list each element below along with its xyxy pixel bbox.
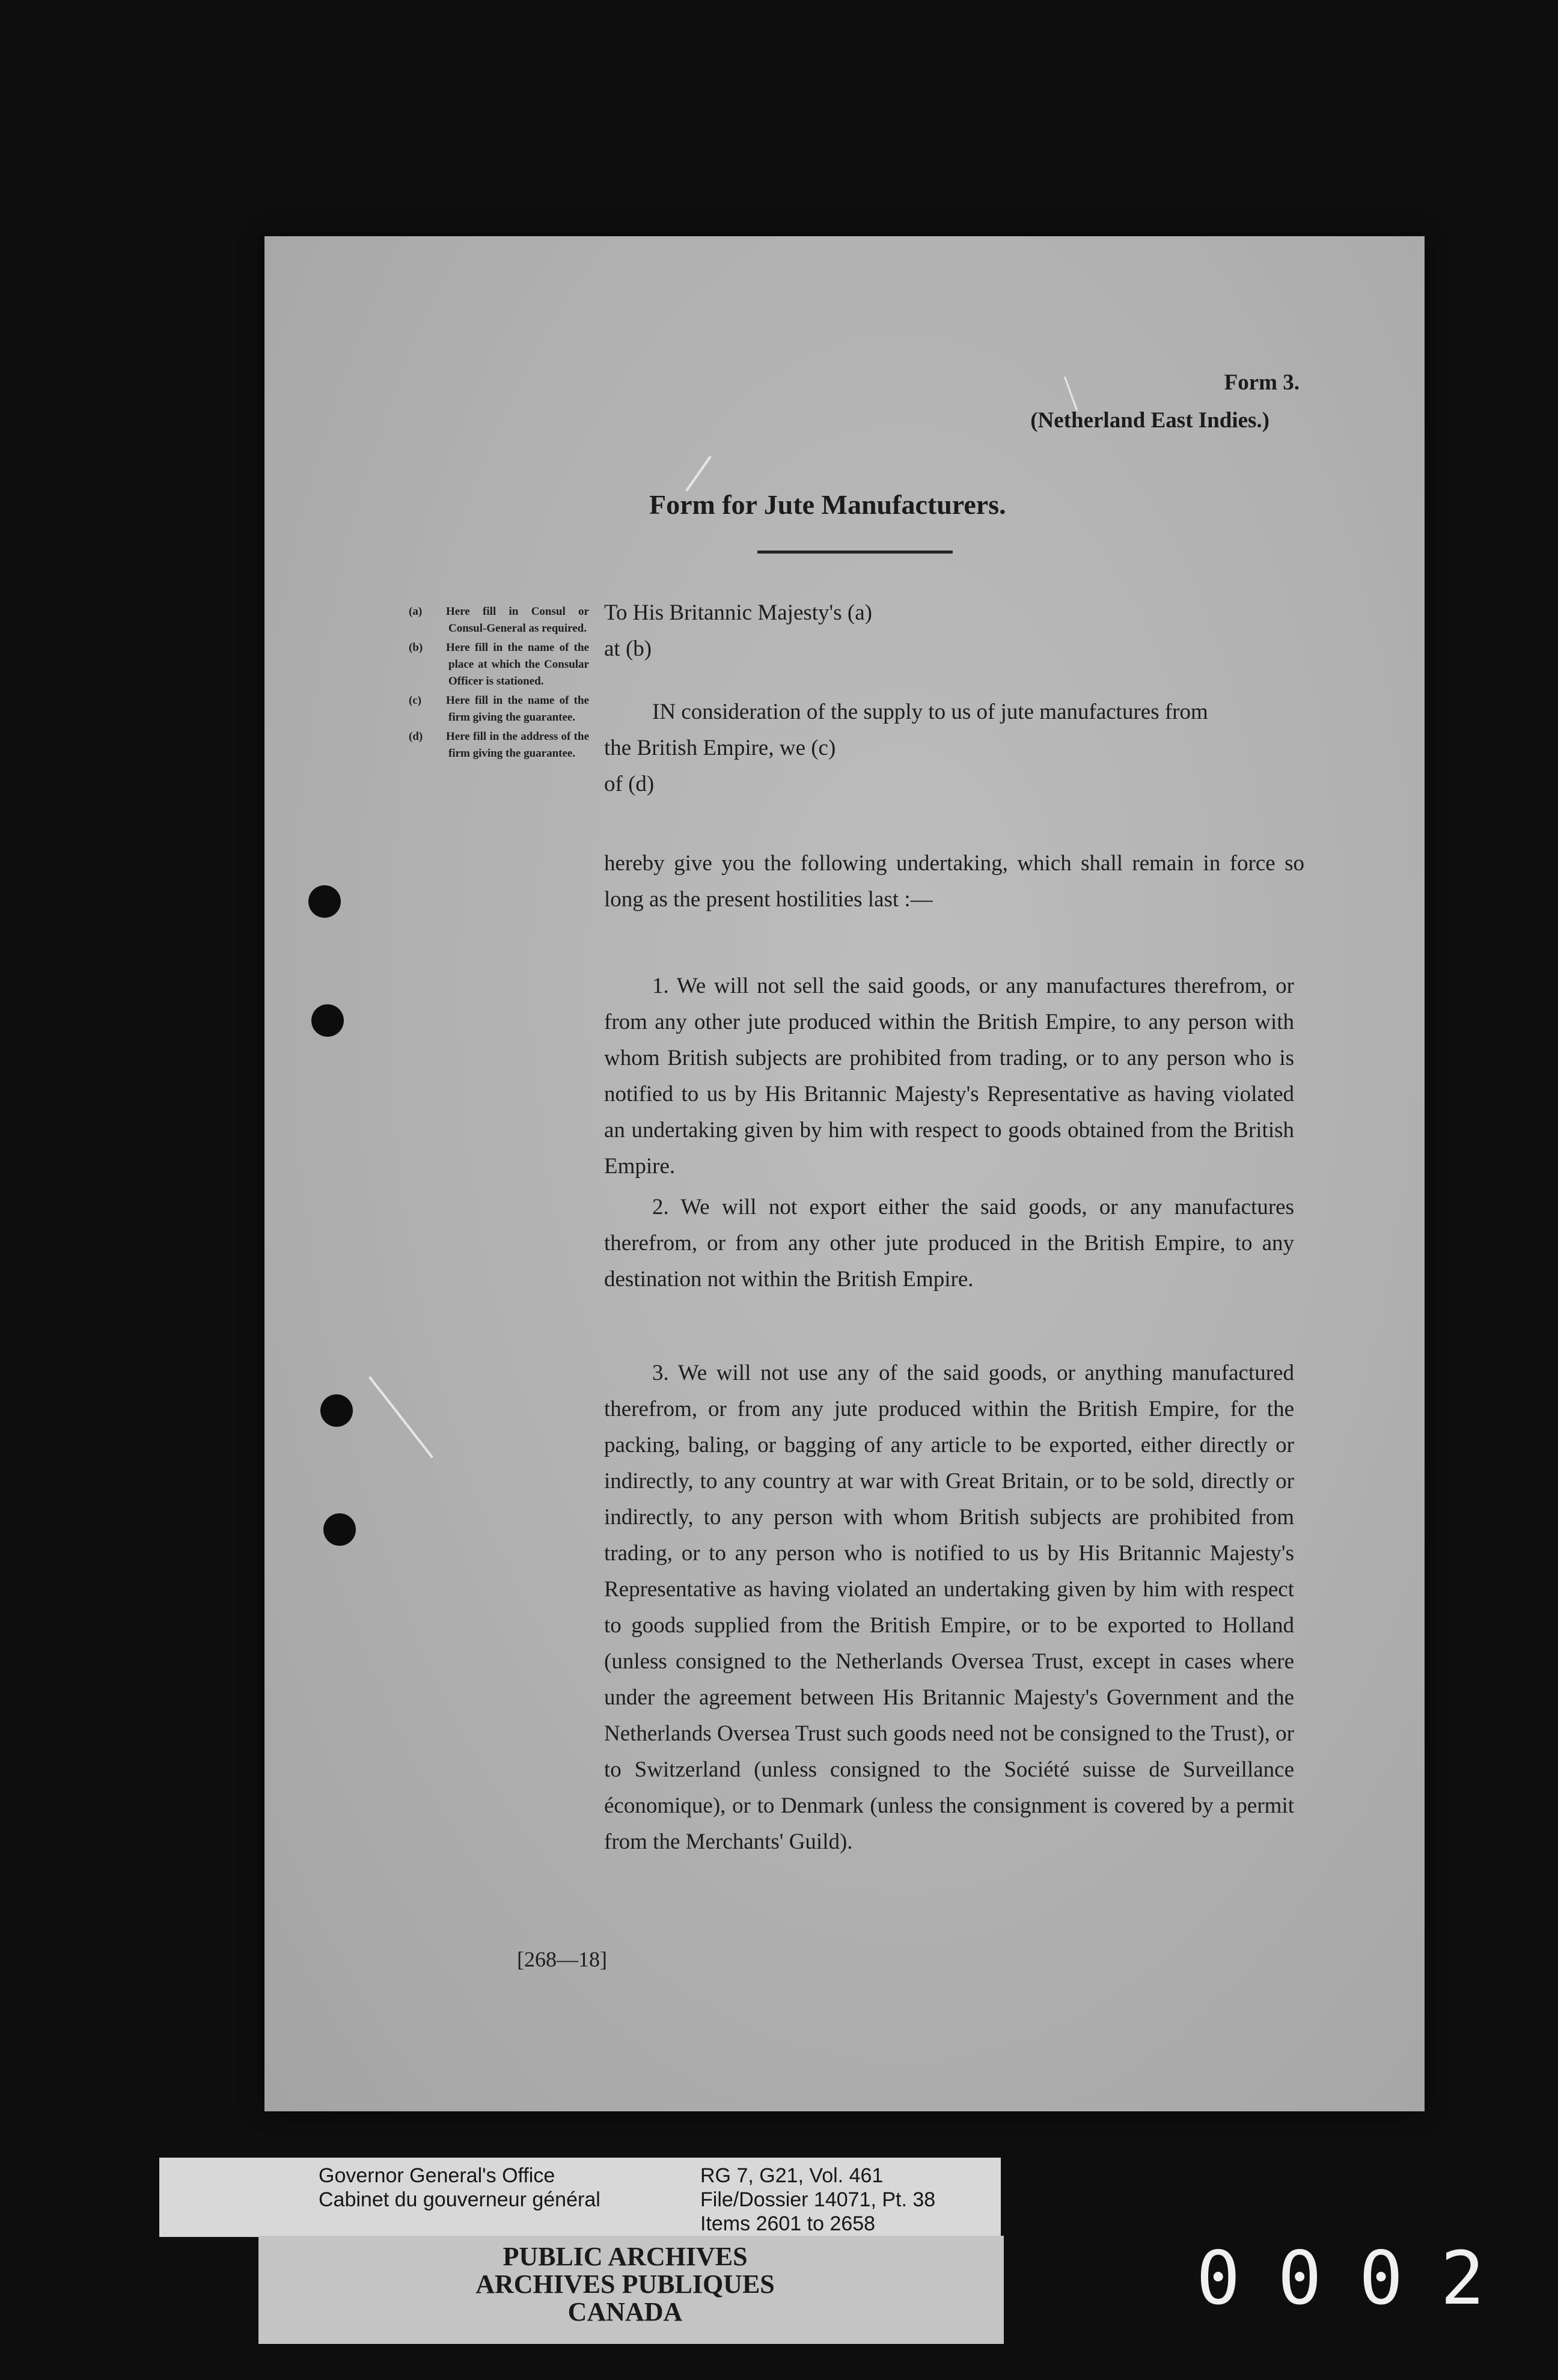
stamp-line: ARCHIVES PUBLIQUES <box>475 2269 775 2299</box>
firm-line: the British Empire, we (c) <box>604 736 836 760</box>
intro-line: IN consideration of the supply to us of jute manufactures from <box>652 700 1208 724</box>
form-number: Form 3. <box>1224 370 1300 395</box>
intro-block <box>604 694 1304 802</box>
undertaking-paragraph: hereby give you the following undertaking, which shall remain in force so long as the present hostilities last :— <box>604 851 1304 912</box>
punch-hole <box>311 1004 344 1037</box>
film-scratch <box>1064 376 1078 410</box>
office-english: Governor General's Office <box>319 2164 555 2187</box>
frame-number: 0002 <box>1196 2236 1522 2321</box>
clause-2: 2. We will not export either the said goods, or any manufactures therefrom, or from any other jute produced in the British Empire, to any destination not within the British Empire. <box>604 1195 1294 1292</box>
margin-note-b <box>409 639 589 690</box>
form-region: (Netherland East Indies.) <box>1030 408 1269 433</box>
film-scratch <box>368 1376 433 1458</box>
stamp-line: PUBLIC ARCHIVES <box>503 2242 748 2271</box>
film-scratch <box>685 456 711 492</box>
margin-note-d <box>409 728 589 762</box>
file-number: File/Dossier 14071, Pt. 38 <box>700 2188 936 2211</box>
stamp-line: CANADA <box>567 2297 683 2327</box>
note-key: (b) <box>409 641 423 654</box>
note-key: (c) <box>409 694 422 707</box>
addressee-block <box>604 595 872 667</box>
document-title: Form for Jute Manufacturers. <box>649 489 1006 520</box>
note-key: (a) <box>409 605 423 618</box>
note-text: Here fill in the address of the firm giving the guarantee. <box>446 730 589 760</box>
archive-reference <box>700 2164 935 2236</box>
archive-office <box>319 2164 600 2212</box>
margin-note-a <box>409 603 589 637</box>
clause-1: 1. We will not sell the said goods, or any manufactures therefrom, or from any other jute produced within the British Empire, to any person with whom British subjects are prohibited from trading, or to any person who is notified to us by His Britannic Majesty's Representative as having violated an undertaking given by him with respect to goods obtained from the British Empire. <box>604 974 1294 1179</box>
firm-address-line: of (d) <box>604 772 655 796</box>
note-key: (d) <box>409 730 423 743</box>
punch-hole <box>320 1394 353 1427</box>
clause-3: 3. We will not use any of the said goods, or anything manufactured therefrom, or from any jute produced within the British Empire, for the packing, baling, or bagging of any article to be exported, either directly or indirectly, to any country at war with Great Britain, or to be sold, directly or indirectly, to any person with whom British subjects are prohibited from trading, or to any person who is notified to us by His Britannic Majesty's Representative as having violated an undertaking given by him with respect to goods supplied from the British Empire, or to be exported to Holland (unless consigned to the Netherlands Oversea Trust, except in cases where under the agreement between His Britannic Majesty's Government and the Netherlands Oversea Trust such goods need not be consigned to the Trust), or to Switzerland (unless consigned to the Société suisse de Surveillance économique), or to Denmark (unless the consignment is covered by a permit from the Merchants' Guild). <box>604 1361 1294 1854</box>
punch-hole <box>323 1513 356 1546</box>
margin-note-c <box>409 692 589 726</box>
item-range: Items 2601 to 2658 <box>700 2212 876 2235</box>
print-reference: [268—18] <box>517 1947 607 1971</box>
record-group: RG 7, G21, Vol. 461 <box>700 2164 884 2187</box>
margin-notes <box>409 603 589 764</box>
note-text: Here fill in the name of the firm giving the guarantee. <box>446 694 589 724</box>
location-line: at (b) <box>604 636 652 661</box>
addressee-line: To His Britannic Majesty's (a) <box>604 600 872 625</box>
document-page <box>264 236 1425 2111</box>
office-french: Cabinet du gouverneur général <box>319 2188 600 2211</box>
archives-stamp <box>457 2243 793 2326</box>
archive-label <box>159 2158 1001 2237</box>
note-text: Here fill in the name of the place at which the Consular Officer is stationed. <box>446 641 589 688</box>
title-rule <box>757 551 953 554</box>
punch-hole <box>308 885 341 918</box>
note-text: Here fill in Consul or Consul-General as required. <box>446 605 589 635</box>
